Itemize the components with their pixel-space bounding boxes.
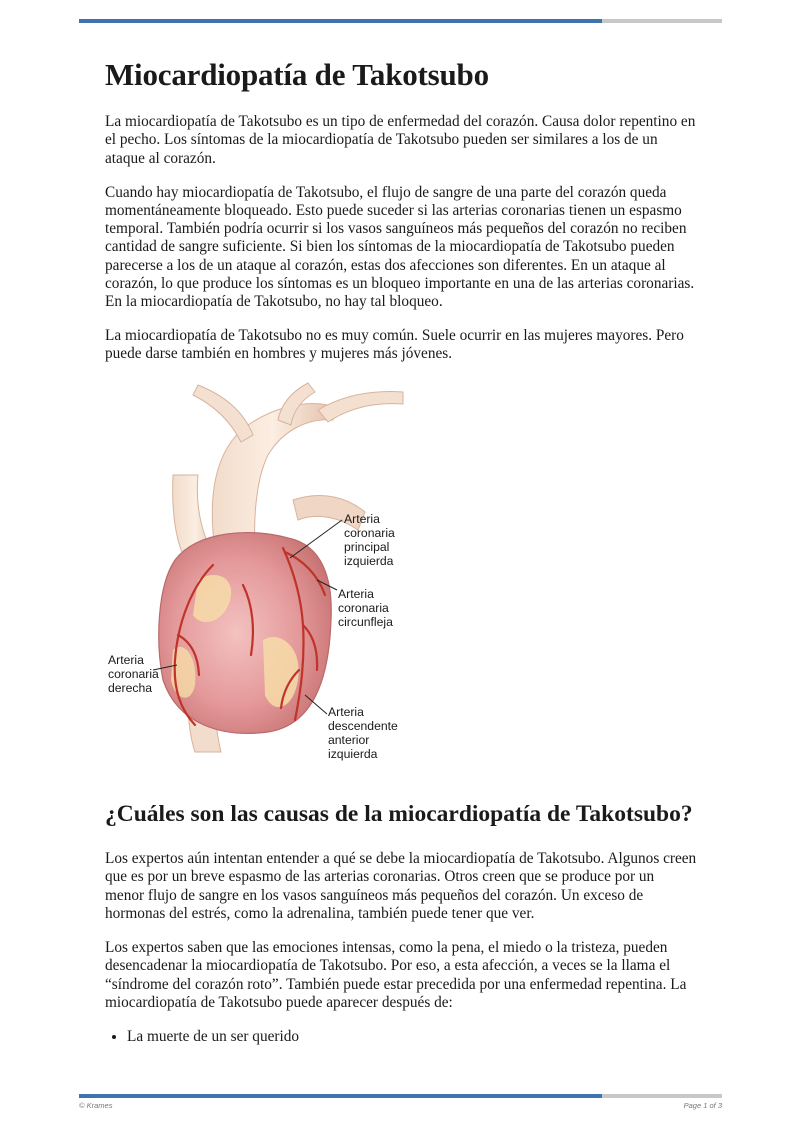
footer-rule-accent [79,1094,602,1098]
section-paragraph-1: Los expertos aún intentan entender a qué se debe la miocardiopatía de Takotsubo. Algunos creen que es por un breve espasmo de las arterias coronarias. Otros creen que se produce por un menor flujo de sangre en los vasos sanguíneos más pequeños del corazón. Un exceso de hormonas del estrés, como la adrenalina, también puede tener que ver. [105,850,697,922]
label-left-main-coronary: Arteria coronaria principal izquierda [344,511,395,569]
intro-paragraph-1: La miocardiopatía de Takotsubo es un tipo de enfermedad del corazón. Causa dolor repentino en el pecho. Los síntomas de la miocardiopatía de Takotsubo pueden ser similares a los de un ataque al corazón. [105,113,696,167]
heart-illustration [105,380,697,772]
intro-paragraph-3: La miocardiopatía de Takotsubo no es muy común. Suele ocurrir en las mujeres mayores. Pero puede darse también en hombres y mujeres más jóvenes. [105,327,684,363]
document-body [105,56,697,1046]
causes-list [105,1028,697,1046]
intro-paragraph-2: Cuando hay miocardiopatía de Takotsubo, el flujo de sangre de una parte del corazón queda momentáneamente bloqueado. Esto puede suceder si las arterias coronarias tienen un espasmo temporal. También podría ocurrir si los vasos sanguíneos más pequeños del corazón no reciben cantidad de sangre suficiente. Si bien los síntomas de la miocardiopatía de Takotsubo pueden parecerse a los de un ataque al corazón, estas dos afecciones son diferentes. En un ataque al corazón, lo que produce los síntomas es un bloqueo importante en una de las arterias coronarias. En la miocardiopatía de Takotsubo, no hay tal bloqueo. [105,183,695,311]
header-rule-accent [79,19,602,23]
header-rule [79,19,722,23]
footer-rule [79,1094,722,1098]
footer-page-number: Page 1 of 3 [683,1101,722,1110]
section-heading: ¿Cuáles son las causas de la miocardiopatía de Takotsubo? [105,800,693,827]
label-right-coronary: Arteria coronaria derecha [108,652,159,696]
footer-copyright: © Krames [79,1101,113,1110]
section-paragraph-2: Los expertos saben que las emociones intensas, como la pena, el miedo o la tristeza, pueden desencadenar la miocardiopatía de Takotsubo. Por eso, a esta afección, a veces se la llama el “síndrome del corazón roto”. También puede estar precedida por una enfermedad repentina. La miocardiopatía de Takotsubo puede aparecer después de: [105,939,687,1011]
page-title: Miocardiopatía de Takotsubo [105,57,489,92]
label-lad: Arteria descendente anterior izquierda [328,704,398,762]
label-circumflex: Arteria coronaria circunfleja [338,586,393,630]
list-item: • La muerte de un ser querido [127,1028,697,1046]
